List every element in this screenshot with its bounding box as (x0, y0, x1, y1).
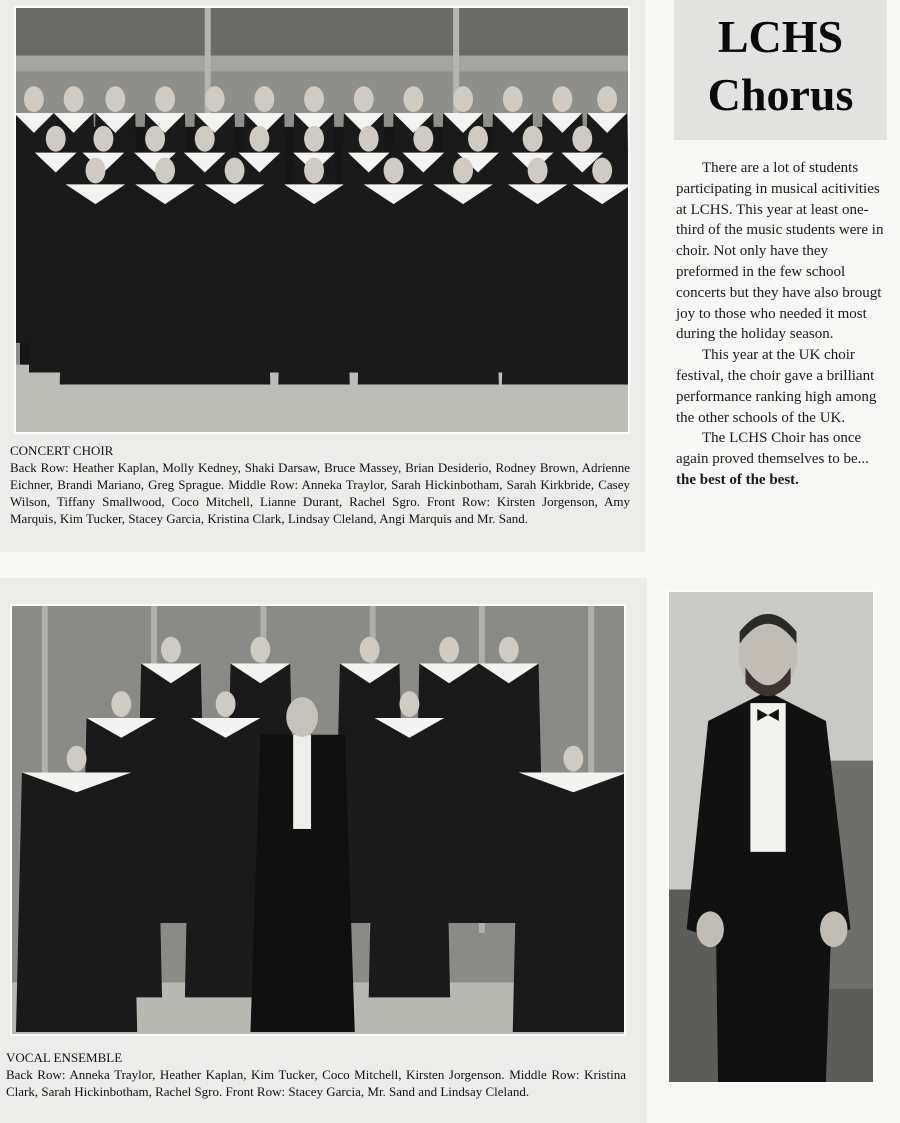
title-line-2: Chorus (707, 69, 854, 120)
story-paragraph-1: There are a lot of students participating in musical acitivities at LCHS. This year at least one-third of the music students were in choir. Not only have they preformed in the few school concerts but they have also brougt joy to those who needed it most during the holiday season. (676, 160, 884, 343)
story-text (676, 158, 886, 491)
title-line-1: LCHS (717, 11, 844, 62)
concert-choir-photo (14, 6, 630, 434)
story-tagline: the best of the best. (676, 471, 799, 488)
vocal-ensemble-names: Back Row: Anneka Traylor, Heather Kaplan, Kim Tucker, Coco Mitchell, Kirsten Jorgenson. Middle Row: Kristina Clark, Sarah Hickinbotham, Rachel Sgro. Front Row: Stacey Garcia, Mr. Sand and Lindsay Cleland. (6, 1067, 626, 1099)
vocal-ensemble-heading: VOCAL ENSEMBLE (6, 1050, 123, 1065)
vocal-ensemble-photo (10, 604, 626, 1036)
concert-choir-caption (10, 442, 630, 527)
director-portrait-photo (667, 590, 875, 1084)
story-paragraph-2: This year at the UK choir festival, the choir gave a brilliant performance ranking high among the other schools of the UK. (676, 347, 877, 426)
concert-choir-heading: CONCERT CHOIR (10, 443, 114, 458)
vocal-ensemble-caption (6, 1049, 626, 1100)
concert-choir-names: Back Row: Heather Kaplan, Molly Kedney, Shaki Darsaw, Bruce Massey, Brian Desiderio, Rodney Brown, Adrienne Eichner, Brandi Mariano, Greg Sprague. Middle Row: Anneka Traylor, Sarah Hickinbotham, Sarah Kirkbride, Casey Wilson, Tiffany Smallwood, Coco Mitchell, Lianne Durant, Rachel Sgro. Front Row: Kirsten Jorgenson, Amy Marquis, Kim Tucker, Stacey Garcia, Kristina Clark, Lindsay Cleland, Angi Marquis and Mr. Sand. (10, 460, 630, 526)
story-paragraph-3: The LCHS Choir has once again proved themselves to be... (676, 430, 869, 468)
title-box (674, 0, 887, 140)
